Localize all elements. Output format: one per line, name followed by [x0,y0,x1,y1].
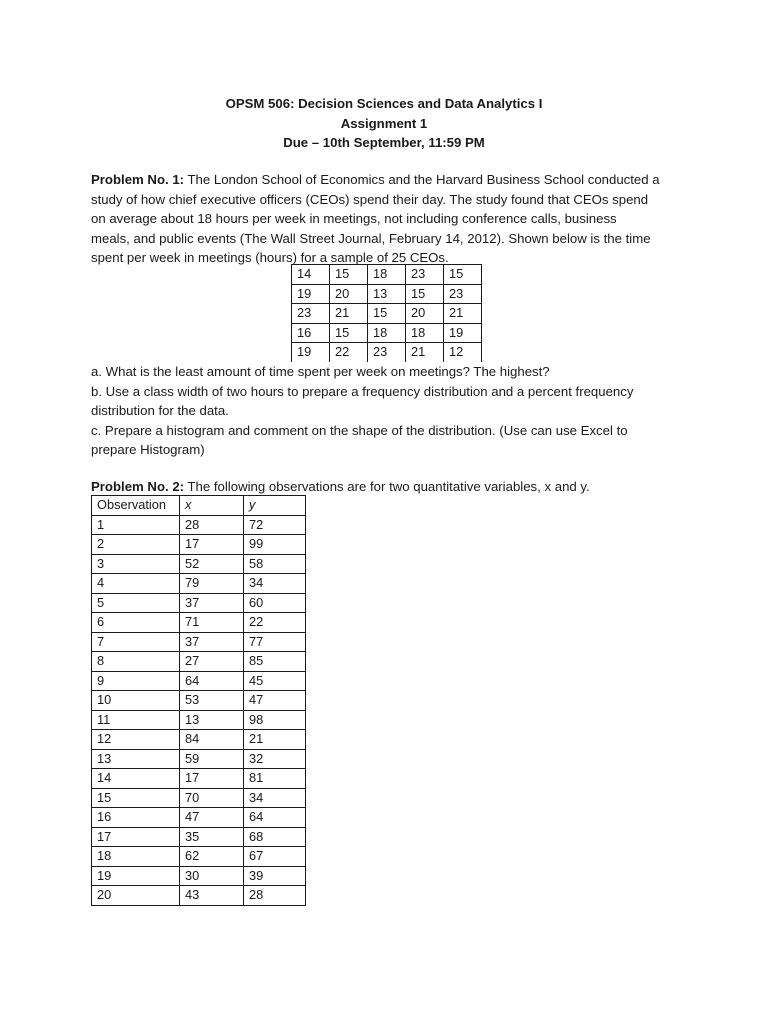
question-line: a. What is the least amount of time spent per week on meetings? The highest? [91,364,550,379]
table-cell: 64 [180,671,244,691]
problem-1-line: study of how chief executive officers (CEOs) spend their day. The study found that CEOs spend [91,191,649,207]
observations-table [91,495,306,906]
table-cell: 34 [244,574,306,594]
table-cell: 15 [330,265,368,285]
table-row [92,671,306,691]
table-cell: 5 [92,593,180,613]
table-cell: 43 [180,886,244,906]
table-row [92,535,306,555]
table-cell: 16 [292,323,330,343]
assignment-title: Assignment 1 [340,115,428,131]
problem-2-text [91,477,691,497]
problem-1-label: Problem No. 1: [91,172,185,187]
table-cell: 17 [180,535,244,555]
table-row [92,827,306,847]
table-cell: 16 [92,808,180,828]
table-cell: 10 [92,691,180,711]
table-row [92,574,306,594]
table-cell: 59 [180,749,244,769]
table-cell: 11 [92,710,180,730]
ceo-meeting-hours-table [291,264,482,362]
question-line: prepare Histogram) [91,442,205,457]
table-row [292,323,482,343]
table-cell: 7 [92,632,180,652]
problem-2-line [91,477,691,497]
table-cell: 21 [444,304,482,324]
table-cell: 15 [92,788,180,808]
table-cell: 23 [292,304,330,324]
table-cell: 28 [244,886,306,906]
table-cell: 99 [244,535,306,555]
table-cell: 19 [292,343,330,362]
table-row [92,710,306,730]
table-header-row [92,496,306,516]
table-row [92,730,306,750]
table-row [92,788,306,808]
problem-2-line-text: The following observations are for two quantitative variables, x and y. [184,479,590,494]
problem-1-line: meals, and public events (The Wall Street Journal, February 14, 2012). Shown below is the time [91,230,651,246]
table-row [92,515,306,535]
table-cell: 15 [406,284,444,304]
table-cell: 34 [244,788,306,808]
table-cell: 72 [244,515,306,535]
table-cell: 12 [444,343,482,362]
table-cell: 8 [92,652,180,672]
table-row [292,284,482,304]
table-cell: 22 [244,613,306,633]
table-cell: 52 [180,554,244,574]
table-cell: 17 [92,827,180,847]
table-cell: 13 [368,284,406,304]
table-cell: 15 [330,323,368,343]
table-cell: 64 [244,808,306,828]
table-cell: 98 [244,710,306,730]
table-row [92,593,306,613]
table-cell: 68 [244,827,306,847]
table-cell: 67 [244,847,306,867]
table-cell: 37 [180,632,244,652]
table-cell: 19 [92,866,180,886]
table-cell: 21 [406,343,444,362]
table-cell: 85 [244,652,306,672]
question-line: b. Use a class width of two hours to prepare a frequency distribution and a percent frequency [91,383,634,399]
table-row [292,265,482,285]
table-cell: 13 [180,710,244,730]
table-row [92,847,306,867]
table-cell: 21 [244,730,306,750]
table-row [292,343,482,362]
table-cell: 20 [92,886,180,906]
table-cell: 71 [180,613,244,633]
table-row [92,554,306,574]
table-cell: 13 [92,749,180,769]
question-line: distribution for the data. [91,403,229,418]
problem-1-line: on average about 18 hours per week in meetings, not including conference calls, business [91,211,617,226]
table-cell: 47 [244,691,306,711]
table-cell: 47 [180,808,244,828]
table-cell: 28 [180,515,244,535]
table-cell: 12 [92,730,180,750]
table-cell: 79 [180,574,244,594]
table-row [92,613,306,633]
table-row [92,691,306,711]
table-cell: 2 [92,535,180,555]
problem-1-text [91,170,681,268]
header-observation: Observation [92,496,180,516]
problem-1-line [91,170,681,190]
table-cell: 18 [368,265,406,285]
table-cell: 60 [244,593,306,613]
table-cell: 39 [244,866,306,886]
course-title: OPSM 506: Decision Sciences and Data Analytics I [225,96,543,111]
problem-2-label: Problem No. 2: [91,479,185,494]
table-cell: 70 [180,788,244,808]
table-row [92,866,306,886]
problem-1-line-text: The London School of Economics and the Harvard Business School conducted a [184,172,660,187]
table-cell: 23 [406,265,444,285]
table-row [92,652,306,672]
table-cell: 9 [92,671,180,691]
table-cell: 45 [244,671,306,691]
table-cell: 20 [406,304,444,324]
table-cell: 18 [406,323,444,343]
header-x: x [180,496,244,516]
due-date: Due – 10th September, 11:59 PM [283,135,485,150]
table-cell: 27 [180,652,244,672]
table-row [92,886,306,906]
table-cell: 58 [244,554,306,574]
table-cell: 3 [92,554,180,574]
table-cell: 15 [368,304,406,324]
table-cell: 17 [180,769,244,789]
table-cell: 37 [180,593,244,613]
header-y: y [244,496,306,516]
table-cell: 14 [292,265,330,285]
table-cell: 23 [444,284,482,304]
table-cell: 22 [330,343,368,362]
table-row [92,632,306,652]
table-cell: 30 [180,866,244,886]
table-cell: 4 [92,574,180,594]
table-cell: 14 [92,769,180,789]
table-cell: 53 [180,691,244,711]
problem-1-line: spent per week in meetings (hours) for a sample of 25 CEOs. [91,250,449,265]
table-cell: 18 [92,847,180,867]
table-cell: 32 [244,749,306,769]
table-row [92,769,306,789]
table-cell: 19 [292,284,330,304]
table-cell: 35 [180,827,244,847]
table-cell: 77 [244,632,306,652]
table-cell: 23 [368,343,406,362]
table-cell: 1 [92,515,180,535]
table-row [92,749,306,769]
question-line: c. Prepare a histogram and comment on the shape of the distribution. (Use can use Excel to [91,422,628,438]
table-cell: 19 [444,323,482,343]
assignment-header [0,94,768,153]
table-cell: 6 [92,613,180,633]
table-cell: 84 [180,730,244,750]
table-row [292,304,482,324]
table-cell: 15 [444,265,482,285]
table-cell: 21 [330,304,368,324]
table-cell: 20 [330,284,368,304]
problem-1-questions [91,362,691,460]
table-cell: 81 [244,769,306,789]
table-row [92,808,306,828]
table-cell: 62 [180,847,244,867]
table-cell: 18 [368,323,406,343]
